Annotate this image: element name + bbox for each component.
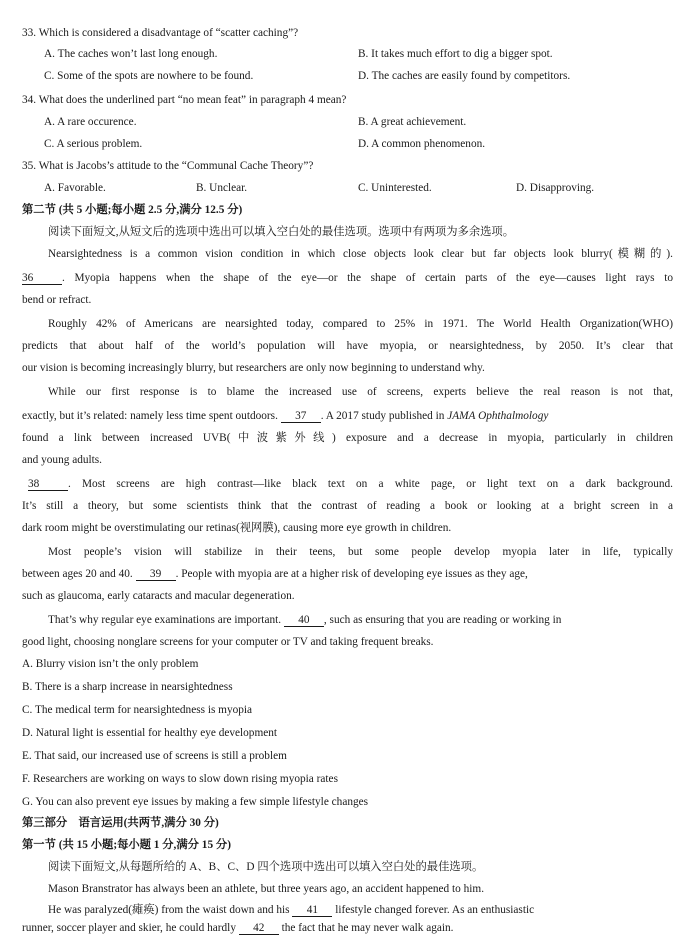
passage-line-11 xyxy=(22,477,673,491)
part-3-heading: 第三部分 语言运用(共两节,满分 30 分) xyxy=(22,817,219,829)
passage-line-15-text-b: . People with myopia are at a higher risk of developing eye issues as they age, xyxy=(175,568,528,580)
passage-line-7: While our first response is to blame the increased use of screens, experts believe the real reason is not that, xyxy=(48,386,673,398)
passage-line-15-text-a: between ages 20 and 40. xyxy=(22,568,133,580)
blank-38: 38 xyxy=(28,478,68,491)
passage-line-9: found a link between increased UVB(中波紫外线) exposure and a decrease in myopia, particularly in children xyxy=(22,432,673,444)
part-3-line-3-text-b: the fact that he may never walk again. xyxy=(281,922,454,934)
q35-option-a: A. Favorable. xyxy=(44,182,106,194)
q33-option-a: A. The caches won’t last long enough. xyxy=(44,48,218,60)
blank-40: 40 xyxy=(284,614,324,627)
question-34-stem: 34. What does the underlined part “no mean feat” in paragraph 4 mean? xyxy=(22,94,347,106)
passage-line-14: Most people’s vision will stabilize in their teens, but some people develop myopia later in life, typically xyxy=(48,546,673,558)
q33-option-b: B. It takes much effort to dig a bigger spot. xyxy=(358,48,553,60)
choice-c: C. The medical term for nearsightedness is myopia xyxy=(22,704,253,716)
q34-option-d: D. A common phenomenon. xyxy=(358,138,486,150)
q35-option-b: B. Unclear. xyxy=(196,182,248,194)
blank-39: 39 xyxy=(136,568,176,581)
question-33-stem: 33. Which is considered a disadvantage of “scatter caching”? xyxy=(22,27,299,39)
blank-36: 36 xyxy=(22,272,62,285)
q34-option-a: A. A rare occurence. xyxy=(44,116,137,128)
passage-line-4: Roughly 42% of Americans are nearsighted today, compared to 25% in 1971. The World Health Organization(WHO) xyxy=(48,318,673,330)
passage-line-13: dark room might be overstimulating our retinas(视网膜), causing more eye growth in children. xyxy=(22,522,452,534)
part-3-line-2-text-b: lifestyle changed forever. As an enthusiastic xyxy=(335,904,535,916)
passage-line-2 xyxy=(22,271,673,285)
blank-42: 42 xyxy=(239,922,279,935)
part-3-instruction: 阅读下面短文,从每题所给的 A、B、C、D 四个选项中选出可以填入空白处的最佳选项。 xyxy=(48,861,484,873)
part-3-line-3-text-a: runner, soccer player and skier, he could hardly xyxy=(22,922,236,934)
q33-option-d: D. The caches are easily found by competitors. xyxy=(358,70,571,82)
blank-37: 37 xyxy=(281,410,321,423)
passage-line-8-text-a: exactly, but it’s related: namely less time spent outdoors. xyxy=(22,410,278,422)
passage-line-8-text-b: . A 2017 study published in xyxy=(320,410,445,422)
passage-line-10: and young adults. xyxy=(22,454,103,466)
part-3-line-2 xyxy=(48,903,673,917)
passage-line-12: It’s still a theory, but some scientists think that the contrast of reading a book or looking at a bright screen in a xyxy=(22,500,673,512)
passage-line-5: predicts that about half of the world’s population will have myopia, or nearsightedness, by 2050. It’s clear that xyxy=(22,340,673,352)
passage-line-11-text: . Most screens are high contrast—like black text on a white page, or light text on a dark background. xyxy=(68,478,673,490)
passage-line-17-text-b: , such as ensuring that you are reading or working in xyxy=(323,614,562,626)
q34-option-c: C. A serious problem. xyxy=(44,138,143,150)
q34-option-b: B. A great achievement. xyxy=(358,116,467,128)
passage-line-1: Nearsightedness is a common vision condition in which close objects look clear but far objects look blurry(模糊的). xyxy=(48,248,673,260)
choice-f: F. Researchers are working on ways to slow down rising myopia rates xyxy=(22,773,338,785)
passage-line-6: our vision is becoming increasingly blurry, but researchers are only now beginning to understand why. xyxy=(22,362,485,374)
choice-d: D. Natural light is essential for healthy eye development xyxy=(22,727,278,739)
passage-line-17 xyxy=(48,613,673,627)
question-35-stem: 35. What is Jacobs’s attitude to the “Communal Cache Theory”? xyxy=(22,160,314,172)
choice-a: A. Blurry vision isn’t the only problem xyxy=(22,658,199,670)
choice-e: E. That said, our increased use of screens is still a problem xyxy=(22,750,287,762)
part-3-line-2-text-a: He was paralyzed(瘫痪) from the waist down and his xyxy=(48,904,290,916)
section-2-instruction: 阅读下面短文,从短文后的选项中选出可以填入空白处的最佳选项。选项中有两项为多余选项。 xyxy=(48,226,515,238)
passage-line-17-text-a: That’s why regular eye examinations are important. xyxy=(48,614,282,626)
passage-line-16: such as glaucoma, early cataracts and macular degeneration. xyxy=(22,590,295,602)
passage-line-3: bend or refract. xyxy=(22,294,92,306)
q35-option-c: C. Uninterested. xyxy=(358,182,432,194)
passage-line-15 xyxy=(22,567,673,581)
passage-line-18: good light, choosing nonglare screens for your computer or TV and taking frequent breaks. xyxy=(22,636,434,648)
part-3-line-1: Mason Branstrator has always been an athlete, but three years ago, an accident happened to him. xyxy=(48,883,485,895)
choice-b: B. There is a sharp increase in nearsightedness xyxy=(22,681,233,693)
part-3-line-3 xyxy=(22,921,673,935)
q35-option-d: D. Disapproving. xyxy=(516,182,595,194)
journal-title: JAMA Ophthalmology xyxy=(447,410,549,422)
choice-g: G. You can also prevent eye issues by making a few simple lifestyle changes xyxy=(22,796,369,808)
passage-line-2-text: . Myopia happens when the shape of the eye—or the shape of certain parts of the eye—causes light rays to xyxy=(62,272,673,284)
passage-line-8 xyxy=(22,409,673,423)
q33-option-c: C. Some of the spots are nowhere to be found. xyxy=(44,70,254,82)
blank-41: 41 xyxy=(292,904,332,917)
part-3-section-1-heading: 第一节 (共 15 小题;每小题 1 分,满分 15 分) xyxy=(22,839,231,851)
section-2-heading: 第二节 (共 5 小题;每小题 2.5 分,满分 12.5 分) xyxy=(22,204,243,216)
